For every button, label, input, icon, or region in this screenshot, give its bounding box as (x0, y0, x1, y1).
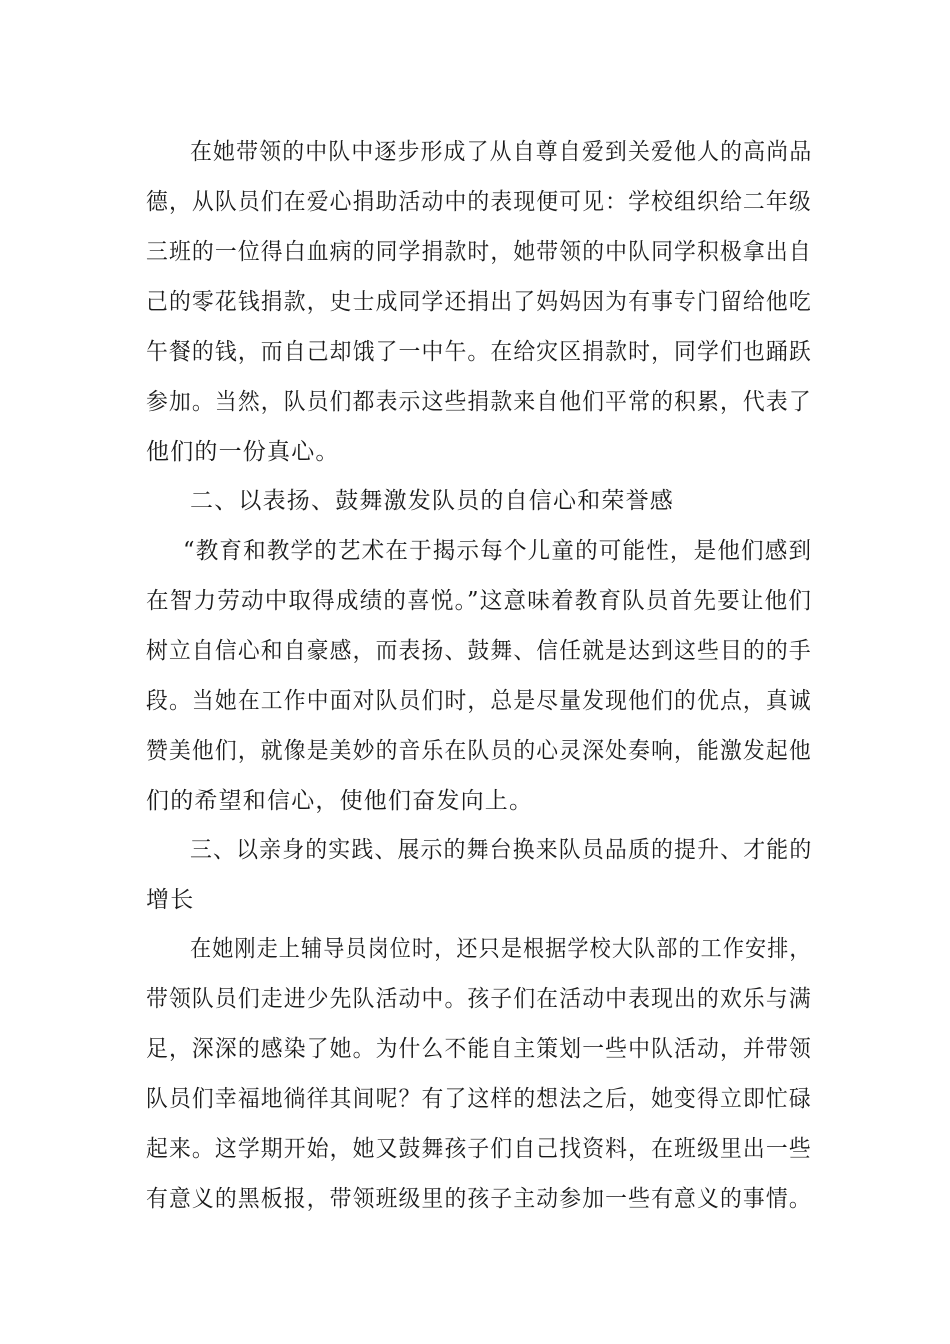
section-heading-2: 二、以表扬、鼓舞激发队员的自信心和荣誉感 (190, 488, 674, 514)
paragraph-1-line-3: 三班的一位得白血病的同学捐款时，她带领的中队同学积极拿出自 (146, 239, 812, 265)
paragraph-3-line-3: 足，深深的感染了她。为什么不能自主策划一些中队活动，并带领 (146, 1036, 812, 1062)
paragraph-1-line-5: 午餐的钱，而自己却饿了一中午。在给灾区捐款时，同学们也踊跃 (146, 339, 812, 365)
section-heading-3-line-1: 三、以亲身的实践、展示的舞台换来队员品质的提升、才能的 (190, 837, 813, 863)
section-heading-3-line-2: 增长 (146, 887, 195, 913)
paragraph-2-line-1: “教育和教学的艺术在于揭示每个儿童的可能性，是他们感到 (183, 538, 813, 564)
paragraph-2-line-2: 在智力劳动中取得成绩的喜悦。”这意味着教育队员首先要让他们 (146, 588, 813, 614)
paragraph-2-line-3: 树立自信心和自豪感，而表扬、鼓舞、信任就是达到这些目的的手 (146, 638, 812, 664)
paragraph-1-line-2: 德，从队员们在爱心捐助活动中的表现便可见：学校组织给二年级 (146, 189, 812, 215)
paragraph-1-line-1: 在她带领的中队中逐步形成了从自尊自爱到关爱他人的高尚品 (190, 139, 813, 165)
paragraph-3-line-6: 有意义的黑板报，带领班级里的孩子主动参加一些有意义的事情。 (146, 1186, 812, 1212)
paragraph-2-line-4: 段。当她在工作中面对队员们时，总是尽量发现他们的优点，真诚 (146, 688, 812, 714)
paragraph-2-line-5: 赞美他们，就像是美妙的音乐在队员的心灵深处奏响，能激发起他 (146, 738, 812, 764)
paragraph-1-line-7: 他们的一份真心。 (146, 439, 340, 465)
paragraph-2-line-6: 们的希望和信心，使他们奋发向上。 (146, 788, 534, 814)
paragraph-1-line-6: 参加。当然，队员们都表示这些捐款来自他们平常的积累，代表了 (146, 389, 812, 415)
paragraph-3-line-2: 带领队员们走进少先队活动中。孩子们在活动中表现出的欢乐与满 (146, 986, 812, 1012)
paragraph-3-line-1: 在她刚走上辅导员岗位时，还只是根据学校大队部的工作安排， (190, 936, 812, 962)
paragraph-1-line-4: 己的零花钱捐款，史士成同学还捐出了妈妈因为有事专门留给他吃 (146, 289, 812, 315)
paragraph-3-line-4: 队员们幸福地徜徉其间呢？有了这样的想法之后，她变得立即忙碌 (146, 1086, 812, 1112)
paragraph-3-line-5: 起来。这学期开始，她又鼓舞孩子们自己找资料，在班级里出一些 (146, 1136, 812, 1162)
